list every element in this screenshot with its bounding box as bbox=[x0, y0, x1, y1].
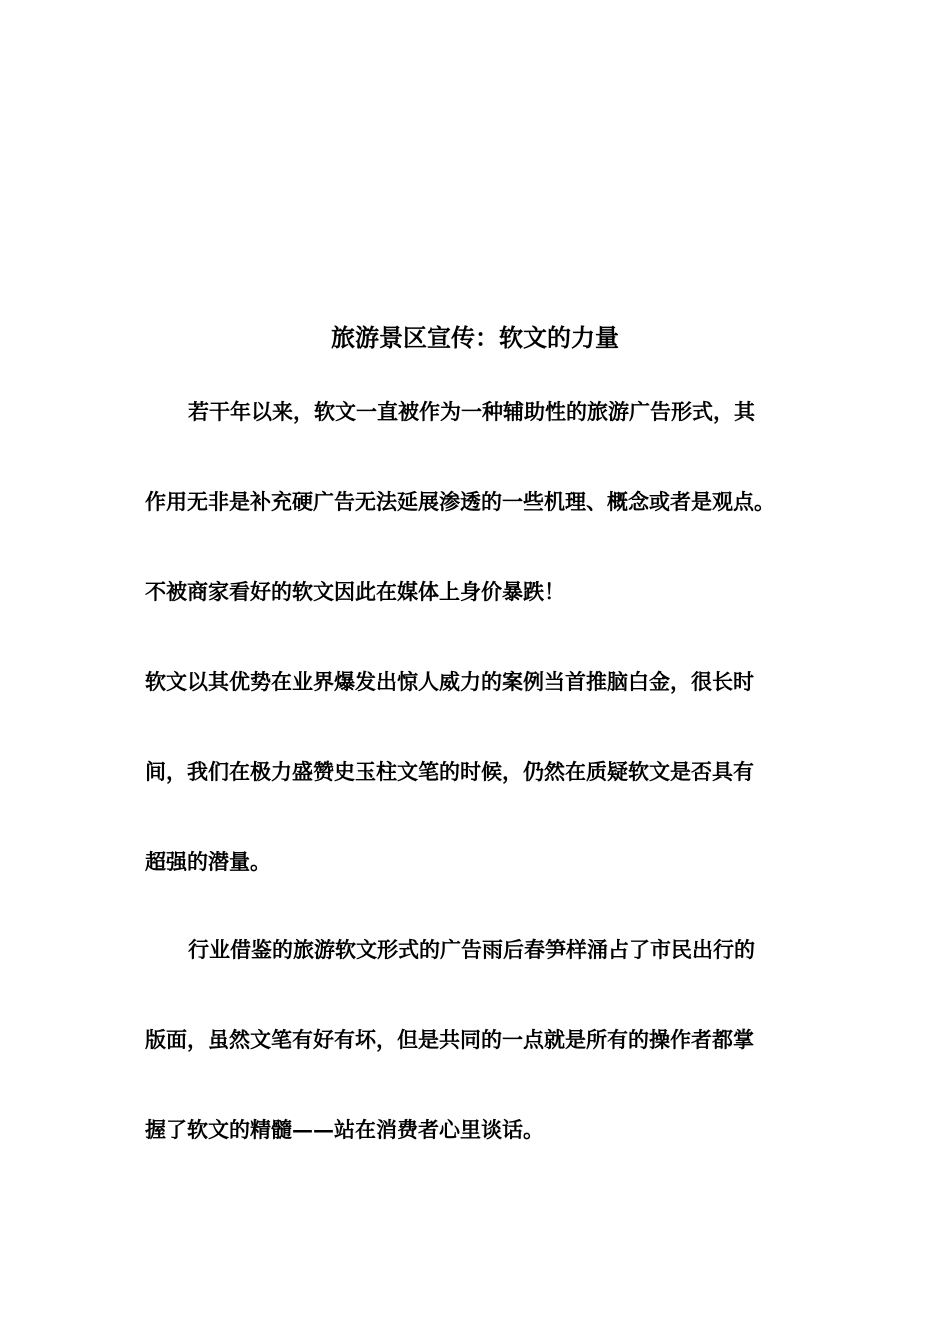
paragraph-3-line-3: 握了软文的精髓——站在消费者心里谈话。 bbox=[145, 1117, 544, 1142]
paragraph-1-line-1: 若干年以来，软文一直被作为一种辅助性的旅游广告形式，其 bbox=[188, 399, 755, 424]
paragraph-2-line-3: 超强的潜量。 bbox=[145, 849, 271, 874]
paragraph-3-line-2: 版面，虽然文笔有好有坏，但是共同的一点就是所有的操作者都掌 bbox=[145, 1027, 754, 1052]
document-title: 旅游景区宣传：软文的力量 bbox=[331, 323, 619, 352]
paragraph-2-line-2: 间，我们在极力盛赞史玉柱文笔的时候，仍然在质疑软文是否具有 bbox=[145, 759, 754, 784]
paragraph-2-line-1: 软文以其优势在业界爆发出惊人威力的案例当首推脑白金，很长时 bbox=[145, 669, 754, 694]
paragraph-1-line-2: 作用无非是补充硬广告无法延展渗透的一些机理、概念或者是观点。 bbox=[145, 489, 775, 514]
paragraph-3-line-1: 行业借鉴的旅游软文形式的广告雨后春笋样涌占了市民出行的 bbox=[188, 937, 755, 962]
paragraph-1-line-3: 不被商家看好的软文因此在媒体上身价暴跌！ bbox=[145, 579, 565, 604]
